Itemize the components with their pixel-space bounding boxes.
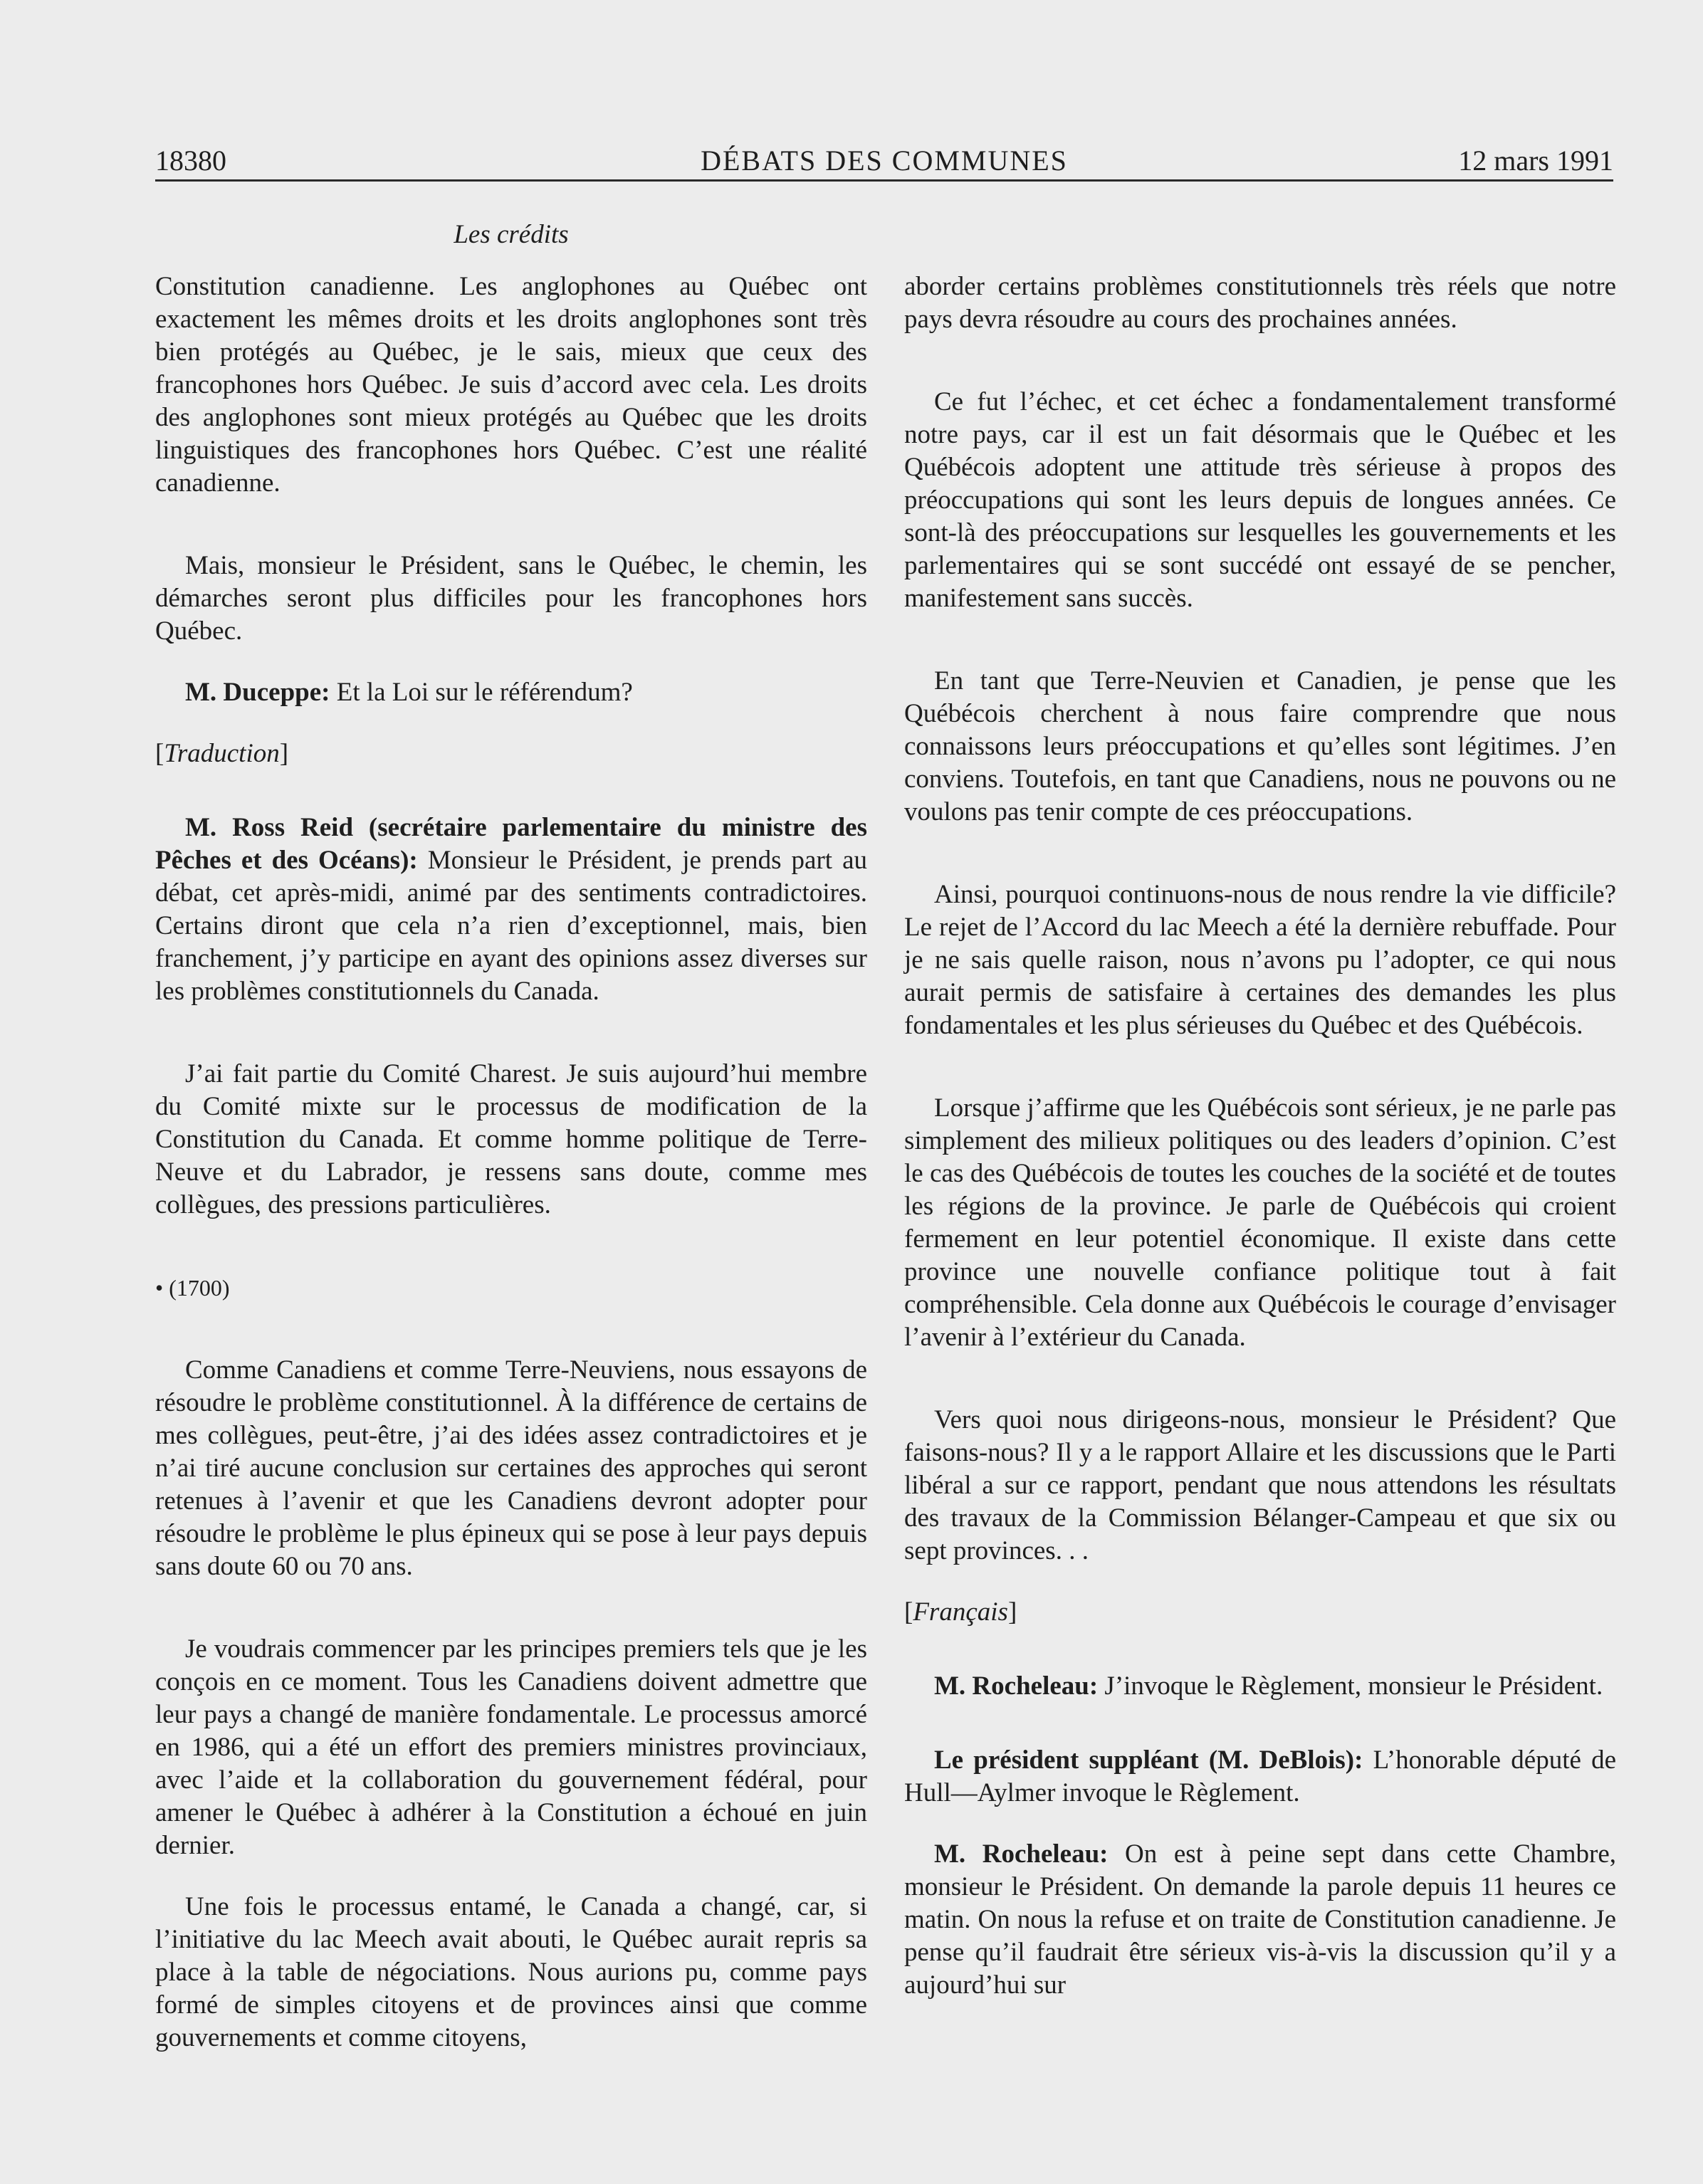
- publication-title: DÉBATS DES COMMUNES: [701, 145, 1068, 177]
- page-number: 18380: [155, 145, 226, 177]
- paragraph: Ce fut l’échec, et cet échec a fondamentalement transformé notre pays, car il est un fait désormais que le Québec et les Québécois adoptent une attitude très sérieuse à propos des préoccupations qui sont les leurs depuis de longues années. Ce sont-là des préoccupations sur lesquelles les gouvernements et les parlementaires qui se sont succédé ont essayé de se pencher, manifestement sans succès.: [904, 387, 1616, 613]
- language-label: Traduction: [164, 739, 280, 768]
- time-marker: • (1700): [155, 1275, 230, 1301]
- right-column: [904, 271, 1616, 2002]
- paragraph: En tant que Terre-Neuvien et Canadien, je pense que les Québécois cherchent à nous faire comprendre que nous connaissons leurs préoccupations et qu’elles sont légitimes. J’en conviens. Toutefois, en tant que Canadiens, nous ne pouvons ou ne voulons pas tenir compte de ces préoccupations.: [904, 666, 1616, 826]
- paragraph: Vers quoi nous dirigeons-nous, monsieur le Président? Que faisons-nous? Il y a le rapport Allaire et les discussions que le Parti libéral a sur ce rapport, pendant que nous attendons les résultats des travaux de la Commission Bélanger-Campeau et que six ou sept provinces. . .: [904, 1405, 1616, 1565]
- speaker-name: M. Rocheleau:: [934, 1671, 1099, 1701]
- paragraph: Ainsi, pourquoi continuons-nous de nous rendre la vie difficile? Le rejet de l’Accord du lac Meech a été la dernière rebuffade. Pour je ne sais quelle raison, nous n’avons pu l’adopter, ce qui nous aurait permis de satisfaire à certaines des demandes les plus fondamentales et les plus sérieuses du Québec et des Québécois.: [904, 880, 1616, 1040]
- speech-paragraph: [904, 1744, 1616, 1810]
- paragraph: Constitution canadienne. Les anglophones au Québec ont exactement les mêmes droits et les droits anglophones sont très bien protégés au Québec, je le sais, mieux que ceux des francophones hors Québec. Je suis d’accord avec cela. Les droits des anglophones sont mieux protégés au Québec que les droits linguistiques des francophones hors Québec. C’est une réalité canadienne.: [155, 272, 867, 498]
- paragraph: aborder certains problèmes constitutionnels très réels que notre pays devra résoudre au cours des prochaines années.: [904, 272, 1616, 334]
- paragraph: J’ai fait partie du Comité Charest. Je suis aujourd’hui membre du Comité mixte sur le processus de modification de la Constitution du Canada. Et comme homme politique de Terre-Neuve et du Labrador, je ressens sans doute, comme mes collègues, des pressions particulières.: [155, 1059, 867, 1219]
- speech-text: Monsieur le Président, je prends part au débat, cet après-midi, animé par des sentiments contradictoires. Certains diront que cela n’a rien d’exceptionnel, mais, bien franchement, j’y participe en ayant des opinions assez diverses sur les problèmes constitutionnels du Canada.: [155, 846, 867, 1006]
- speaker-name: M. Duceppe:: [185, 678, 330, 707]
- speech-text: Et la Loi sur le référendum?: [330, 678, 633, 707]
- speech-paragraph: [904, 1670, 1616, 1703]
- paragraph: Lorsque j’affirme que les Québécois sont sérieux, je ne parle pas simplement des milieux politiques ou des leaders d’opinion. C’est le cas des Québécois de toutes les couches de la société et de toutes les régions de la province. Je parle de Québécois qui croient fermement en leur potentiel économique. Il existe dans cette province une nouvelle confiance politique tout à fait compréhensible. Cela donne aux Québécois le courage d’envisager l’avenir à l’extérieur du Canada.: [904, 1093, 1616, 1352]
- paragraph: Je voudrais commencer par les principes premiers tels que je les conçois en ce moment. Tous les Canadiens doivent admettre que leur pays a changé de manière fondamentale. Le processus amorcé en 1986, qui a été un effort des premiers ministres provinciaux, avec l’aide et la collaboration du gouvernement fédéral, pour amener le Québec à adhérer à la Constitution a échoué en juin dernier.: [155, 1634, 867, 1860]
- speaker-name: M. Ross Reid (secrétaire parlementaire du ministre des Pêches et des Océans):: [155, 813, 867, 875]
- page-header: [155, 140, 1613, 182]
- publication-date: 12 mars 1991: [1458, 145, 1613, 177]
- speech-text: On est à peine sept dans cette Chambre, monsieur le Président. On demande la parole depuis 11 heures ce matin. On nous la refuse et on traite de Constitution canadienne. Je pense qu’il faudrait être sérieux vis-à-vis la discussion qu’il y a aujourd’hui sur: [904, 1839, 1616, 2000]
- speech-text: J’invoque le Règlement, monsieur le Président.: [1098, 1671, 1603, 1701]
- paragraph: Comme Canadiens et comme Terre-Neuviens, nous essayons de résoudre le problème constitutionnel. À la différence de certains de mes collègues, peut-être, j’ai des idées assez contradictoires et je n’ai tiré aucune conclusion sur certaines des approches qui seront retenues à l’avenir et que les Canadiens devront adopter pour résoudre le problème le plus épineux qui se pose à leur pays depuis sans doute 60 ou 70 ans.: [155, 1355, 867, 1581]
- left-column: [155, 271, 867, 2054]
- speech-text: L’honorable député de Hull—Aylmer invoque le Règlement.: [904, 1745, 1616, 1807]
- speaker-name: Le président suppléant (M. DeBlois):: [934, 1745, 1363, 1775]
- speech-paragraph: [155, 676, 867, 709]
- speech-paragraph: [155, 812, 867, 1008]
- paragraph: Mais, monsieur le Président, sans le Québec, le chemin, les démarches seront plus difficiles pour les francophones hors Québec.: [155, 551, 867, 646]
- language-marker: [Français]: [904, 1597, 1017, 1627]
- paragraph: Une fois le processus entamé, le Canada a changé, car, si l’initiative du lac Meech avait abouti, le Québec aurait repris sa place à la table de négociations. Nous aurions pu, comme pays formé de simples citoyens et de provinces ainsi que comme gouvernements et comme citoyens,: [155, 1892, 867, 2052]
- speech-paragraph: [904, 1838, 1616, 2002]
- language-label: Français: [913, 1597, 1008, 1627]
- speaker-name: M. Rocheleau:: [934, 1839, 1109, 1869]
- section-subheader: Les crédits: [454, 220, 569, 249]
- language-marker: [Traduction]: [155, 739, 289, 768]
